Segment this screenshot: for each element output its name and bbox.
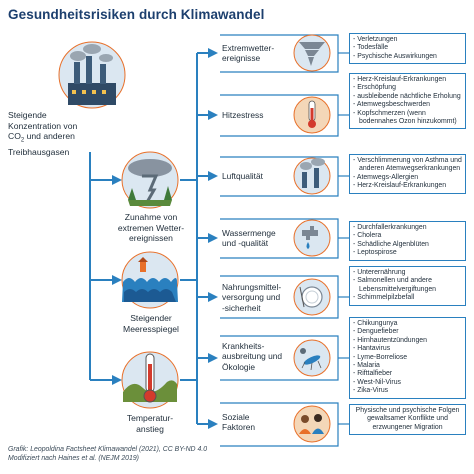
- effect-item: - Cholera: [353, 232, 462, 240]
- category-food: Nahrungsmittel- versorgung und -sicherheit: [222, 282, 282, 313]
- effect-item: - Schimmelpilzbefall: [353, 294, 462, 302]
- people-icon: [294, 406, 330, 442]
- effects-box-food: [349, 266, 466, 306]
- effect-item: - West-Nil-Virus: [353, 379, 462, 387]
- heat-thermometer-icon: [294, 97, 330, 133]
- category-air-quality: Luftqualität: [222, 171, 263, 181]
- category-heat-stress: Hitzestress: [222, 110, 264, 120]
- plate-icon: [294, 279, 330, 315]
- water-tap-icon: [294, 220, 330, 256]
- category-extreme-weather: Extremwetter- ereignisse: [222, 43, 275, 64]
- wave-icon: [122, 252, 178, 308]
- effect-item: - Herz-Kreislauf-Erkrankungen: [353, 182, 462, 190]
- effects-box-social: [349, 404, 466, 435]
- effect-item: - Schädliche Algenblüten: [353, 241, 462, 249]
- source-credit: Grafik: Leopoldina Factsheet Klimawandel (2021), CC BY-ND 4.0 Modifiziert nach Haines et al. (NEJM 2019): [8, 446, 208, 462]
- effect-item: - Durchfallerkrankungen: [353, 224, 462, 232]
- effect-item: - Kopfschmerzen (wenn bodennahes Ozon hinzukommt): [353, 110, 462, 127]
- effects-box-extreme-weather: [349, 33, 466, 64]
- effects-box-disease: [349, 317, 466, 399]
- storm-icon: [122, 152, 178, 208]
- effect-item: - Leptospirose: [353, 249, 462, 257]
- effect-item: - Psychische Auswirkungen: [353, 53, 462, 61]
- driver-label-sea-level: Steigender Meeresspiegel: [123, 313, 179, 334]
- diagram-title: Gesundheitsrisiken durch Klimawandel: [8, 7, 265, 22]
- factory-icon: [59, 42, 125, 108]
- effect-item: - ausbleibende nächtliche Erholung: [353, 93, 462, 101]
- driver-label-temperature: Temperatur- anstieg: [126, 413, 174, 434]
- effect-item: - Todesfälle: [353, 44, 462, 52]
- effect-item: - Salmonellen und andere Lebensmittelvergiftungen: [353, 277, 462, 294]
- effect-item: - Rifttalfieber: [353, 370, 462, 378]
- effect-item: - Unterernährung: [353, 269, 462, 277]
- effect-item: - Hirnhautentzündungen: [353, 337, 462, 345]
- effect-connectors: [338, 53, 349, 424]
- effect-item: - Malaria: [353, 362, 462, 370]
- cause-line-3: $CO_2$ und anderen: [8, 131, 75, 144]
- effect-item: - Atemwegsbeschwerden: [353, 101, 462, 109]
- effect-item: - Denguefieber: [353, 328, 462, 336]
- smoke-icon: [294, 158, 330, 194]
- driver-label-extreme-weather: Zunahme von extremen Wetter- ereignissen: [117, 212, 185, 244]
- effect-item: - Verschlimmerung von Asthma und anderen Atemwegserkrankungen: [353, 157, 462, 174]
- effect-item: - Verletzungen: [353, 36, 462, 44]
- mosquito-icon: [294, 340, 330, 376]
- effect-item: Physische und psychische Folgen gewaltsamer Konflikte und erzwungener Migration: [355, 407, 460, 431]
- tornado-icon: [294, 35, 330, 71]
- effect-item: - Lyme-Borreliose: [353, 354, 462, 362]
- effects-box-heat-stress: [349, 73, 466, 129]
- thermometer-icon: [122, 352, 178, 408]
- cause-line-1: Steigende: [8, 110, 47, 120]
- cause-line-4: Treibhausgasen: [8, 146, 70, 157]
- effect-item: - Erschöpfung: [353, 84, 462, 92]
- effect-item: - Hantavirus: [353, 345, 462, 353]
- effects-box-air-quality: [349, 154, 466, 194]
- effect-item: - Zika-Virus: [353, 387, 462, 395]
- category-water: Wassermenge und -qualität: [222, 228, 276, 249]
- cause-line-2: Konzentration von: [8, 120, 78, 131]
- effect-item: - Herz-Kreislauf-Erkrankungen: [353, 76, 462, 84]
- category-disease: Krankheits- ausbreitung und Ökologie: [222, 341, 283, 372]
- effect-item: - Atemwegs-Allergien: [353, 174, 462, 182]
- category-social: Soziale Faktoren: [222, 412, 256, 433]
- cause-text: [8, 110, 92, 157]
- effects-box-water: [349, 221, 466, 261]
- effect-item: - Chikungunya: [353, 320, 462, 328]
- branch-connector: [197, 53, 216, 424]
